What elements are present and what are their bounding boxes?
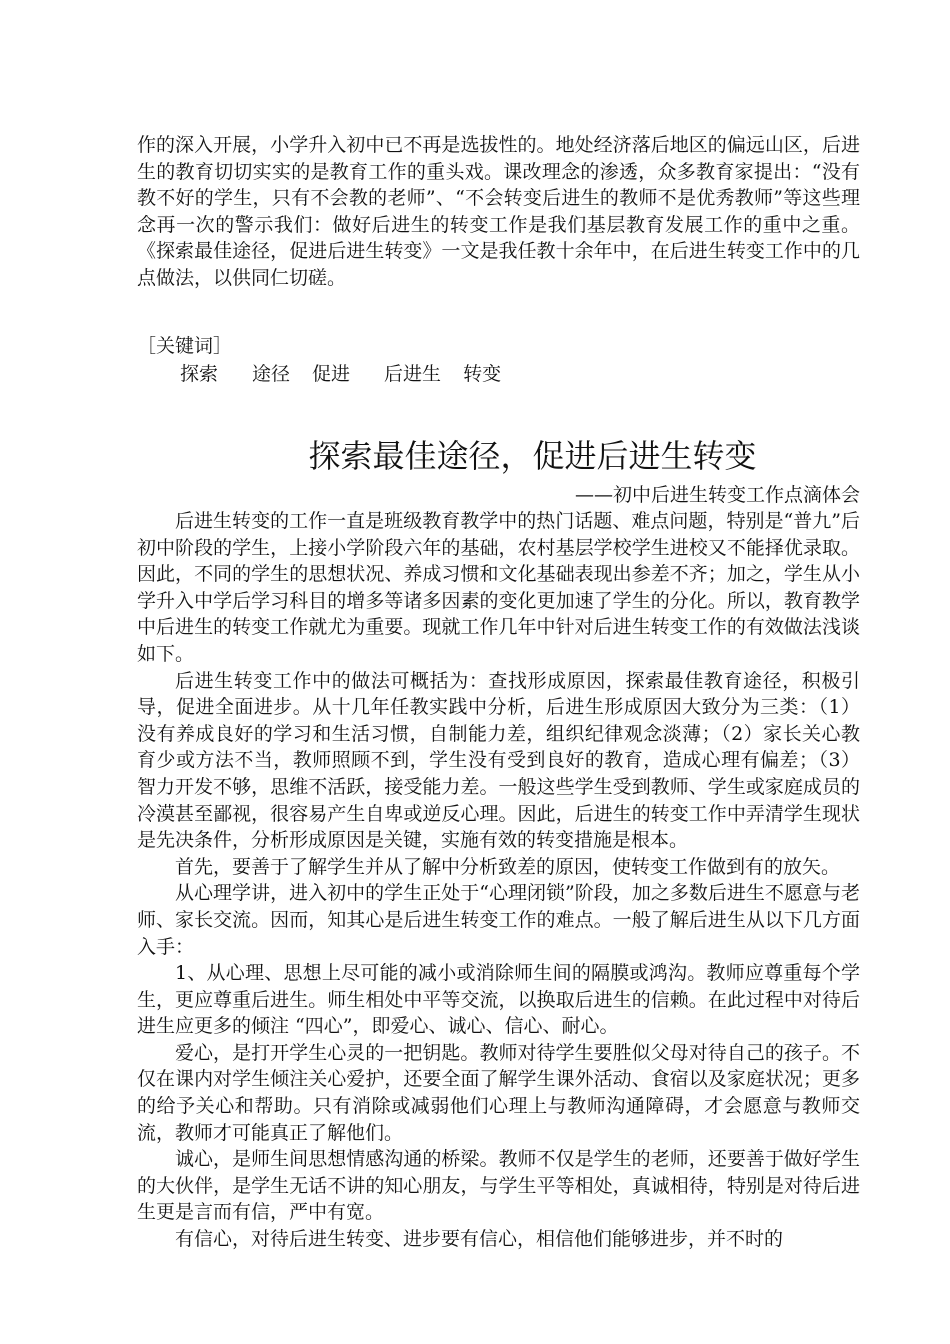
keyword-item: 后进生: [384, 363, 442, 385]
article-subtitle: ——初中后进生转变工作点滴体会: [574, 484, 860, 506]
body-paragraph: 诚心，是师生间思想情感沟通的桥梁。教师不仅是学生的老师，还要善于做好学生的大伙伴，是学生无话不讲的知心朋友，与学生平等相处，真诚相待，特别是对待后进生更是言而有信，严中有宽。: [137, 1148, 860, 1224]
body-paragraph: 从心理学讲，进入初中的学生正处于“心理闭锁”阶段，加之多数后进生不愿意与老师、家长交流。因而，知其心是后进生转变工作的难点。一般了解后进生从以下几方面入手：: [137, 882, 860, 958]
keyword-item: 促进: [312, 363, 351, 385]
body-paragraph: 爱心，是打开学生心灵的一把钥匙。教师对待学生要胜似父母对待自己的孩子。不仅在课内对学生倾注关心爱护，还要全面了解学生课外活动、食宿以及家庭状况；更多的给予关心和帮助。只有消除或减弱他们心理上与教师沟通障碍，才会愿意与教师交流，教师才可能真正了解他们。: [137, 1041, 860, 1144]
body-paragraph: 后进生转变工作中的做法可概括为：查找形成原因，探索最佳教育途径，积极引导，促进全面进步。从十几年任教实践中分析，后进生形成原因大致分为三类：（1）没有养成良好的学习和生活习惯，自制能力差，组织纪律观念淡薄；（2）家长关心教育少或方法不当，教师照顾不到，学生没有受到良好的教育，造成心理有偏差；（3）智力开发不够，思维不活跃，接受能力差。一般这些学生受到教师、学生或家庭成员的冷漠甚至鄙视，很容易产生自卑或逆反心理。因此，后进生的转变工作中弄清学生现状是先决条件，分析形成原因是关键，实施有效的转变措施是根本。: [137, 669, 860, 852]
keywords-label: ［关键词］: [137, 335, 233, 357]
intro-paragraph: 作的深入开展，小学升入初中已不再是选拔性的。地处经济落后地区的偏远山区，后进生的教育切切实实的是教育工作的重头戏。课改理念的渗透，众多教育家提出：“没有教不好的学生，只有不会教的老师”、“不会转变后进生的教师不是优秀教师”等这些理念再一次的警示我们：做好后进生的转变工作是我们基层教育发展工作的重中之重。《探索最佳途径，促进后进生转变》一文是我任教十余年中，在后进生转变工作中的几点做法，以供同仁切磋。: [137, 134, 860, 289]
keywords-section: [137, 332, 501, 388]
body-paragraph: 后进生转变的工作一直是班级教育教学中的热门话题、难点问题，特别是“普九”后初中阶段的学生，上接小学阶段六年的基础，农村基层学校学生进校又不能择优录取。因此，不同的学生的思想状况、养成习惯和文化基础表现出参差不齐；加之，学生从小学升入中学后学习科目的增多等诸多因素的变化更加速了学生的分化。所以，教育教学中后进生的转变工作就尤为重要。现就工作几年中针对后进生转变工作的有效做法浅谈如下。: [137, 510, 860, 665]
keyword-item: 途径: [252, 363, 291, 385]
body-paragraph: 1、从心理、思想上尽可能的减小或消除师生间的隔膜或鸿沟。教师应尊重每个学生，更应尊重后进生。师生相处中平等交流，以换取后进生的信赖。在此过程中对待后进生应更多的倾注 “四心”，即爱心、诚心、信心、耐心。: [137, 962, 860, 1038]
keyword-item: 探索: [180, 363, 219, 385]
intro-section: [137, 132, 860, 292]
body-paragraph: 有信心，对待后进生转变、进步要有信心，相信他们能够进步，并不时的: [175, 1228, 784, 1251]
keywords-list: [137, 360, 501, 388]
article-title: 探索最佳途径，促进后进生转变: [308, 437, 757, 475]
article-body: [137, 508, 860, 1253]
body-paragraph: 首先，要善于了解学生并从了解中分析致差的原因，使转变工作做到有的放矢。: [175, 855, 841, 878]
keyword-item: 转变: [463, 363, 502, 385]
